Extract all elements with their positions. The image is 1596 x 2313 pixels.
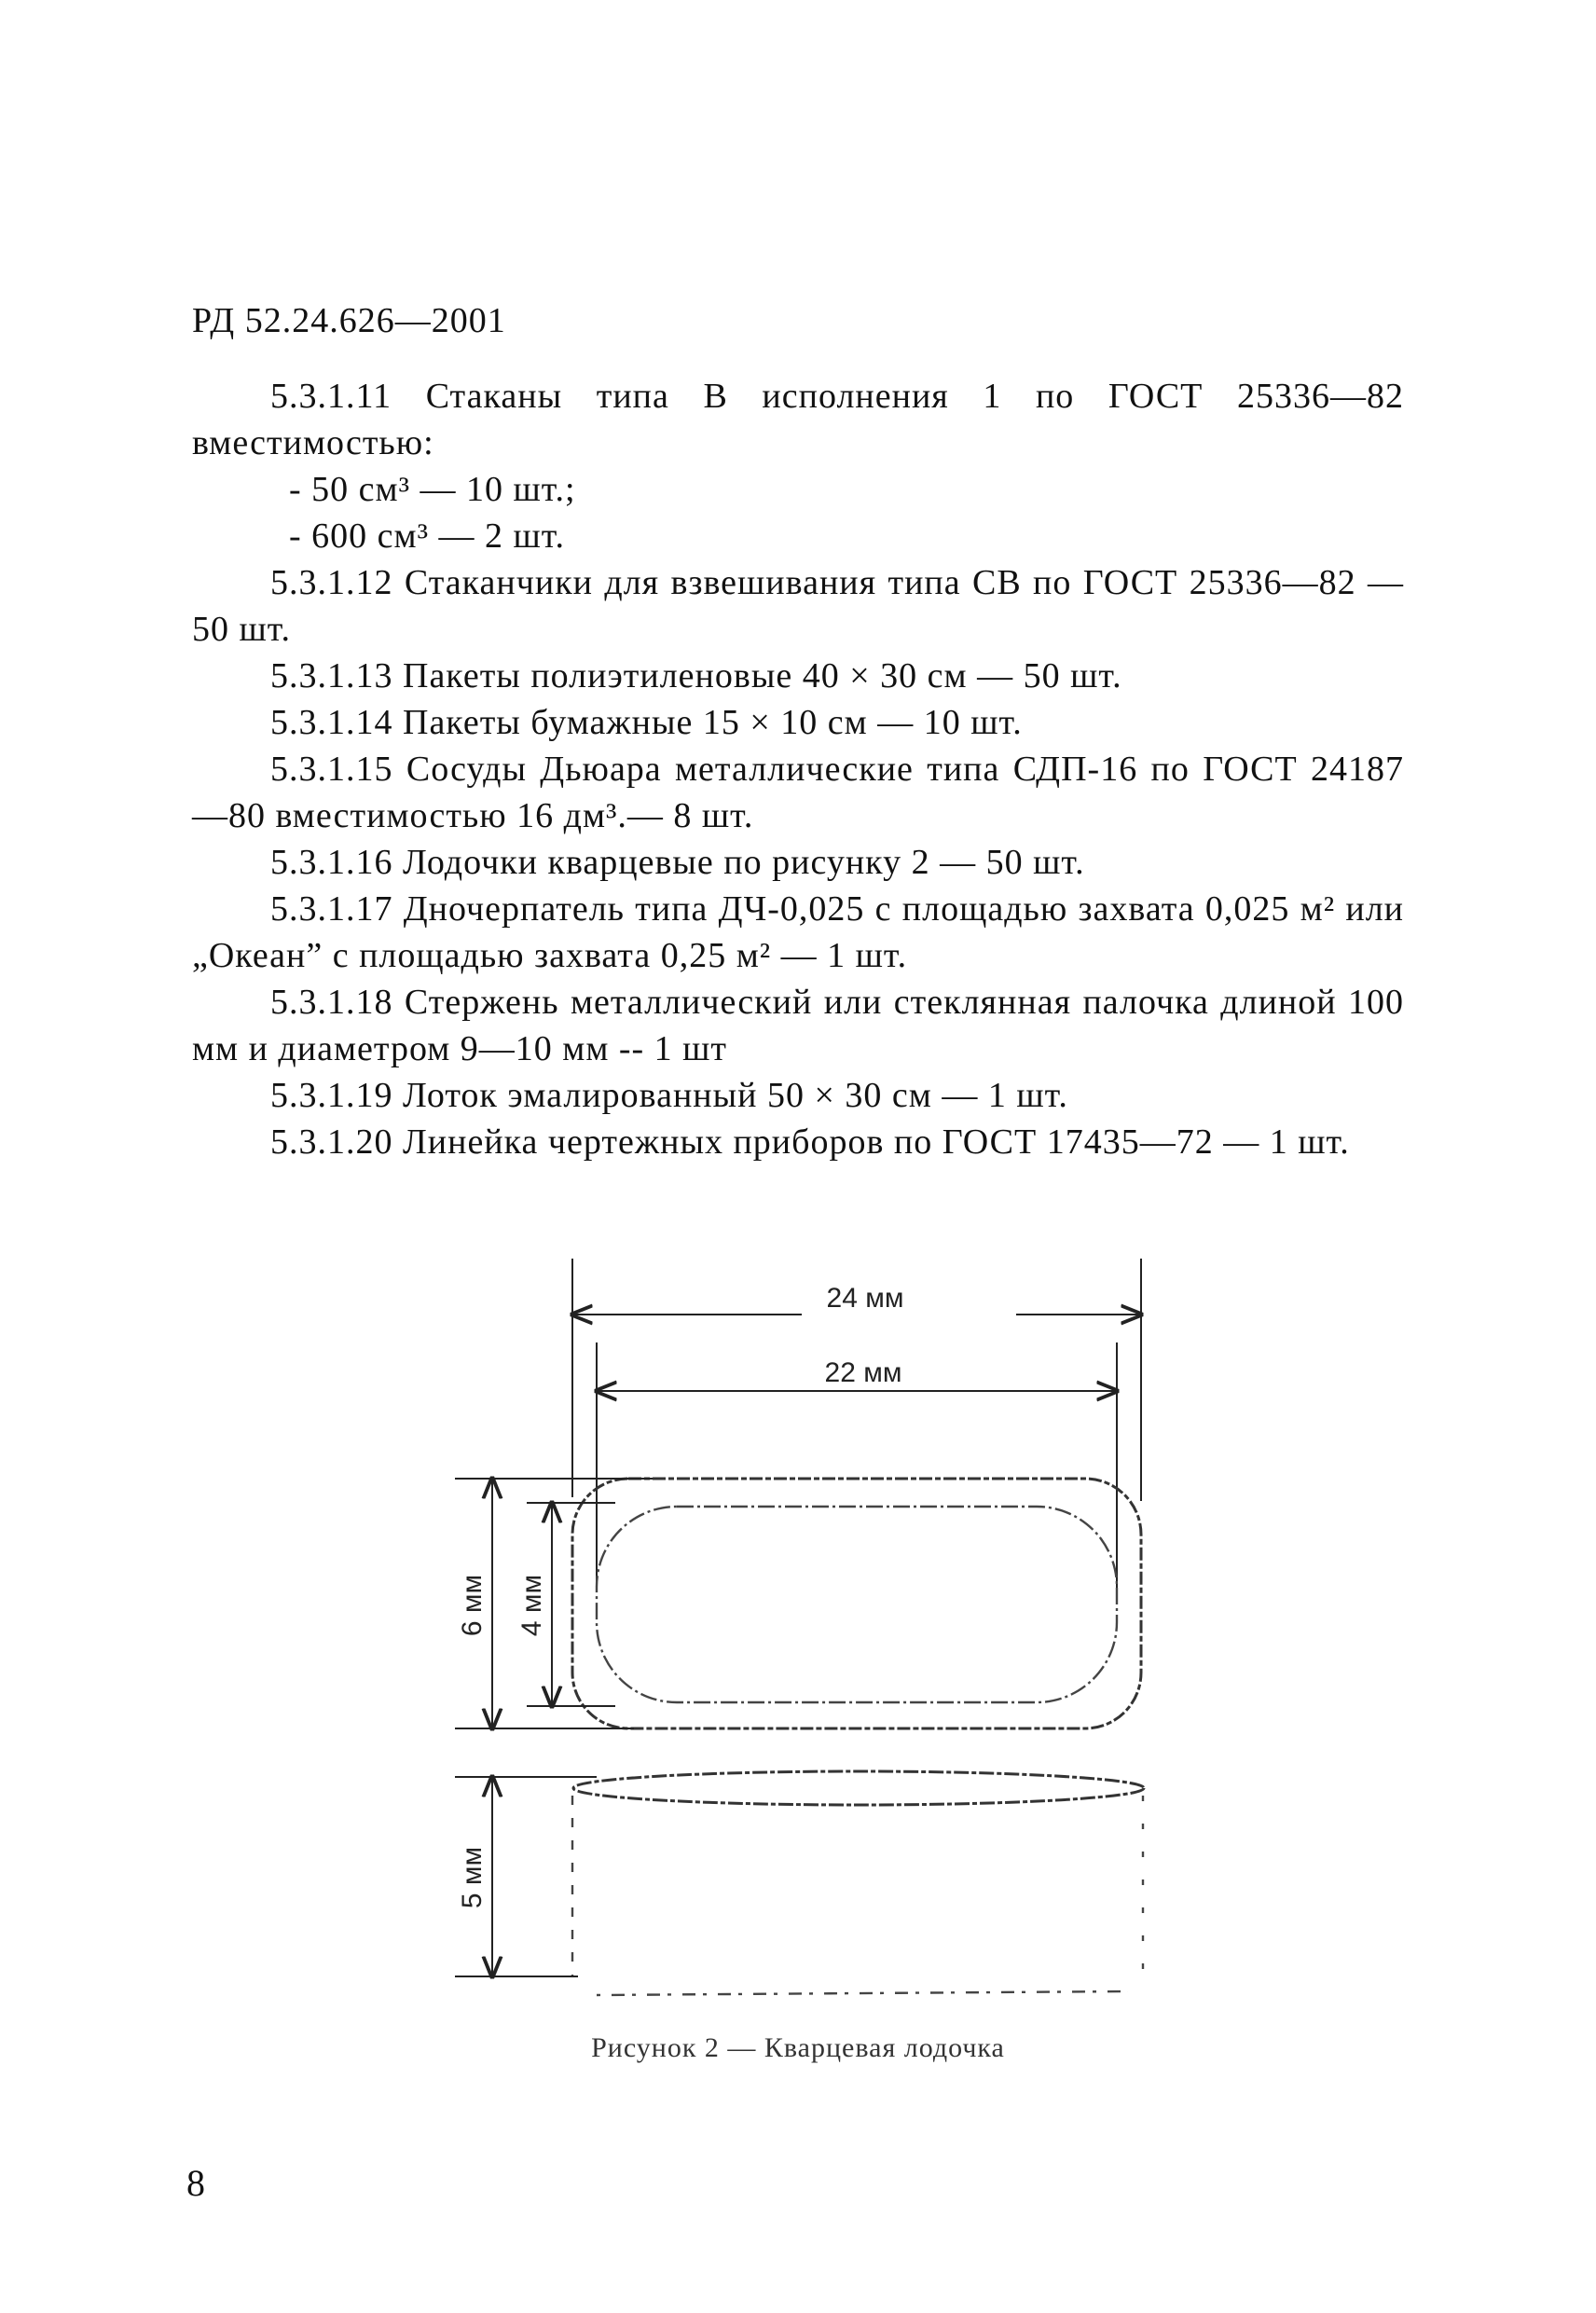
item-number: 5.3.1.18 bbox=[270, 983, 393, 1022]
item-text: - 50 см³ — 10 шт.; bbox=[289, 470, 576, 509]
item-text: Линейка чертежных приборов по ГОСТ 17435—72 — 1 шт. bbox=[403, 1122, 1350, 1162]
item-text: Стаканы типа В исполнения 1 по ГОСТ 25336—82 вместимостью: bbox=[192, 377, 1404, 462]
item-5-3-1-17 bbox=[192, 886, 1404, 979]
dimension-label-24mm: 24 мм bbox=[826, 1283, 904, 1314]
item-5-3-1-20 bbox=[192, 1119, 1404, 1165]
figure-caption: Рисунок 2 — Кварцевая лодочка bbox=[591, 2032, 1005, 2063]
boat-inner-outline bbox=[597, 1507, 1117, 1702]
boat-drawing bbox=[0, 1240, 1596, 2060]
item-text: Сосуды Дьюара металлические типа СДП-16 по ГОСТ 24187—80 вместимостью 16 дм³.— 8 шт. bbox=[192, 750, 1405, 835]
boat-side-top-rim bbox=[573, 1771, 1144, 1805]
item-5-3-1-12 bbox=[192, 559, 1404, 653]
item-number: 5.3.1.12 bbox=[270, 563, 393, 602]
list-item bbox=[192, 513, 1404, 559]
boat-side-bottom bbox=[597, 1991, 1128, 1995]
item-number: 5.3.1.15 bbox=[270, 750, 393, 789]
item-5-3-1-18 bbox=[192, 979, 1404, 1072]
item-number: 5.3.1.13 bbox=[270, 656, 393, 695]
dimension-label-6mm: 6 мм bbox=[457, 1574, 488, 1637]
item-5-3-1-15 bbox=[192, 746, 1404, 839]
list-item bbox=[192, 466, 1404, 513]
item-5-3-1-19 bbox=[192, 1072, 1404, 1119]
document-code-header: РД 52.24.626—2001 bbox=[192, 301, 506, 340]
item-5-3-1-11 bbox=[192, 373, 1404, 466]
dimension-label-4mm: 4 мм bbox=[516, 1574, 547, 1637]
figure-quartz-boat bbox=[0, 1240, 1596, 2060]
item-text: - 600 см³ — 2 шт. bbox=[289, 516, 565, 556]
page-number: 8 bbox=[186, 2162, 205, 2204]
item-text: Стержень металлический или стеклянная палочка длиной 100 мм и диаметром 9—10 мм -- 1 шт bbox=[192, 983, 1404, 1068]
item-5-3-1-16 bbox=[192, 839, 1404, 886]
item-number: 5.3.1.17 bbox=[270, 889, 393, 929]
item-5-3-1-14 bbox=[192, 699, 1404, 746]
item-text: Пакеты полиэтиленовые 40 × 30 см — 50 шт. bbox=[403, 656, 1122, 695]
dimension-label-22mm: 22 мм bbox=[824, 1357, 902, 1388]
item-number: 5.3.1.16 bbox=[270, 843, 393, 882]
item-5-3-1-13 bbox=[192, 653, 1404, 699]
item-number: 5.3.1.20 bbox=[270, 1122, 393, 1162]
item-number: 5.3.1.11 bbox=[270, 377, 392, 416]
item-number: 5.3.1.19 bbox=[270, 1076, 393, 1115]
item-text: Дночерпатель типа ДЧ-0,025 с площадью захвата 0,025 м² или „Океан” с площадью захвата 0,25 м² — 1 шт. bbox=[192, 889, 1405, 975]
boat-outer-outline bbox=[572, 1479, 1141, 1728]
item-text: Стаканчики для взвешивания типа СВ по ГОСТ 25336—82 — 50 шт. bbox=[192, 563, 1404, 649]
item-text: Пакеты бумажные 15 × 10 см — 10 шт. bbox=[403, 703, 1023, 742]
item-text: Лоток эмалированный 50 × 30 см — 1 шт. bbox=[403, 1076, 1068, 1115]
item-text: Лодочки кварцевые по рисунку 2 — 50 шт. bbox=[403, 843, 1085, 882]
item-number: 5.3.1.14 bbox=[270, 703, 393, 742]
dimension-label-5mm: 5 мм bbox=[457, 1846, 488, 1909]
